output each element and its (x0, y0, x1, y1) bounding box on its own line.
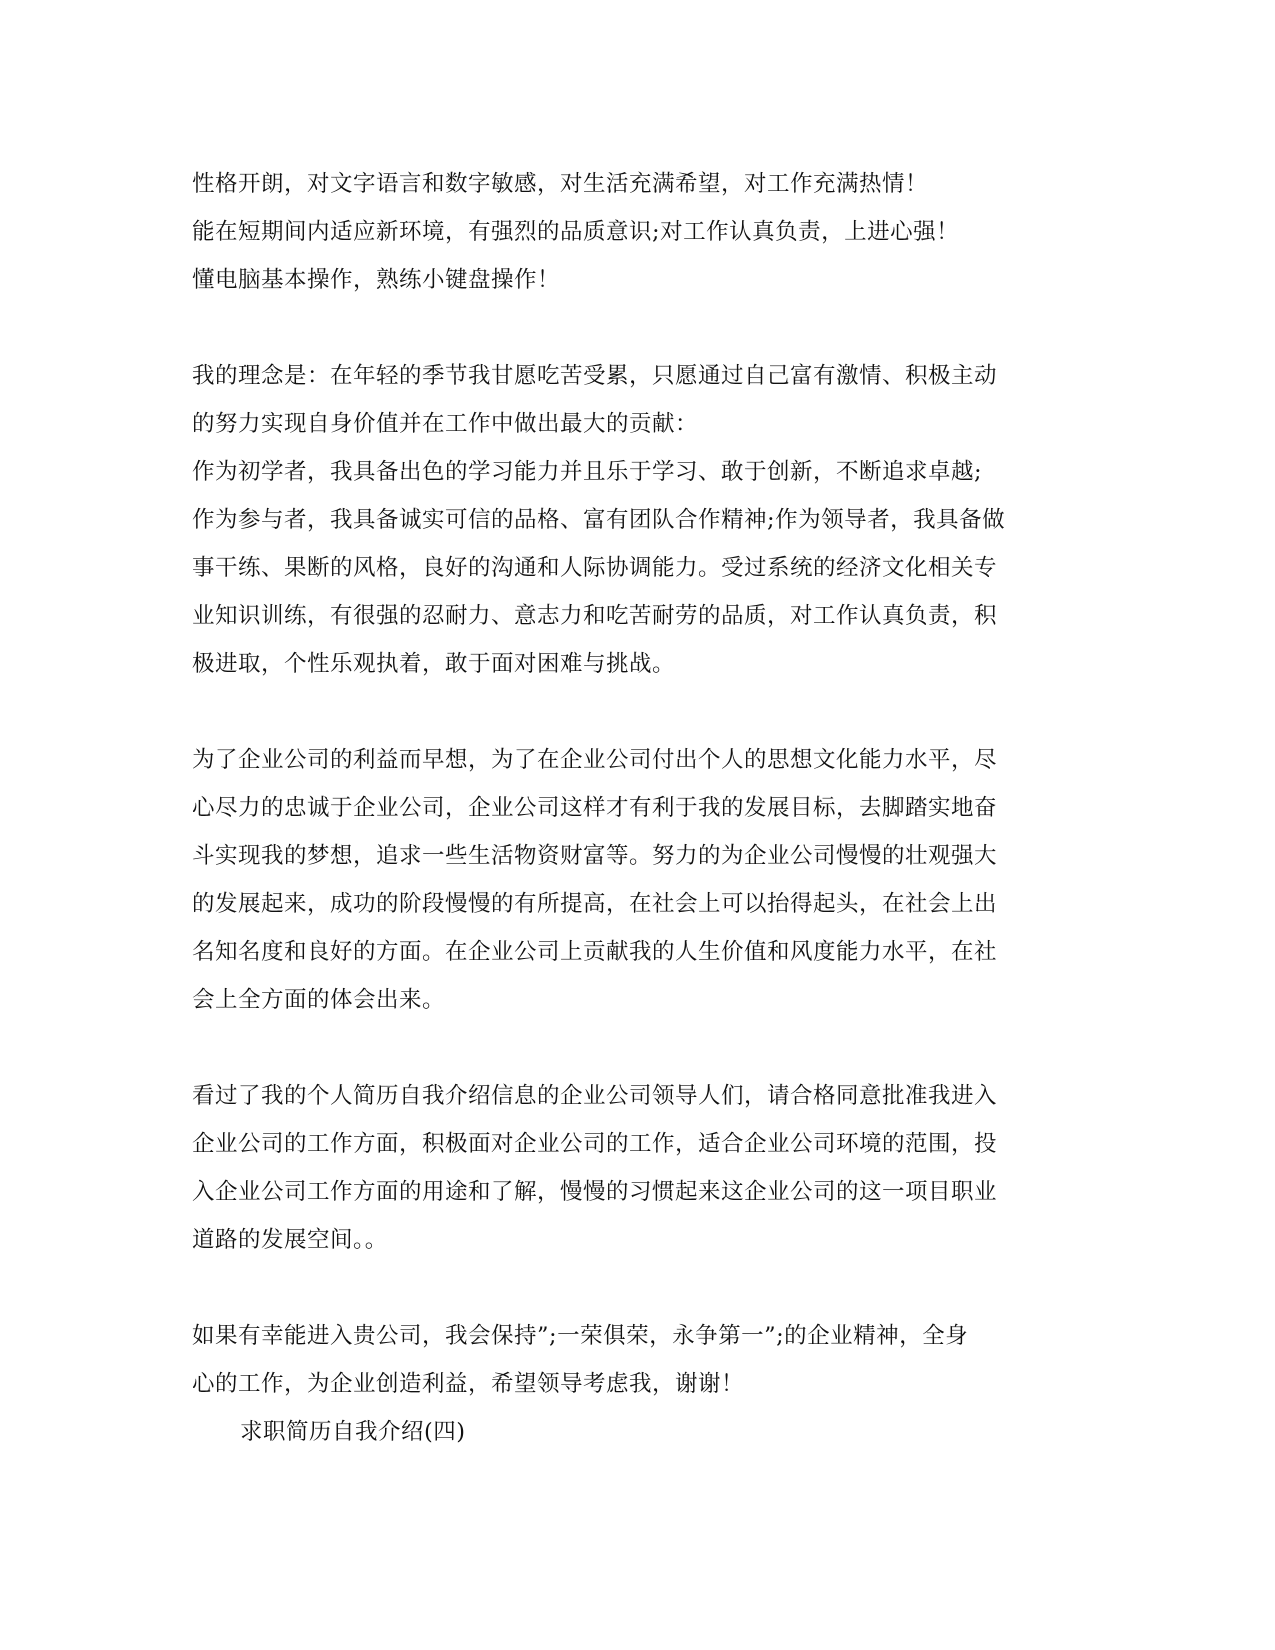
text-line: 懂电脑基本操作，熟练小键盘操作！ (192, 267, 561, 293)
text-line: 名知名度和良好的方面。在企业公司上贡献我的人生价值和风度能力水平，在社 (192, 939, 998, 965)
text-line: 斗实现我的梦想，追求一些生活物资财富等。努力的为企业公司慢慢的壮观强大 (192, 843, 998, 869)
text-line: 性格开朗，对文字语言和数字敏感，对生活充满希望，对工作充满热情！ (192, 171, 929, 197)
text-line: 心的工作，为企业创造利益，希望领导考虑我，谢谢！ (192, 1371, 745, 1397)
text-line: 如果有幸能进入贵公司，我会保持”;一荣俱荣，永争第一”;的企业精神，全身 (192, 1323, 969, 1349)
text-line: 能在短期间内适应新环境，有强烈的品质意识;对工作认真负责，上进心强！ (192, 219, 960, 245)
text-line: 心尽力的忠诚于企业公司，企业公司这样才有利于我的发展目标，去脚踏实地奋 (192, 795, 998, 821)
paragraph-gap (192, 1264, 1077, 1312)
company-goals-paragraph (192, 736, 1077, 1024)
text-line: 业知识训练，有很强的忍耐力、意志力和吃苦耐劳的品质，对工作认真负责，积 (192, 603, 998, 629)
traits-paragraph (192, 160, 1077, 304)
philosophy-paragraph (192, 352, 1077, 688)
text-line: 的努力实现自身价值并在工作中做出最大的贡献： (192, 411, 699, 437)
text-line: 我的理念是：在年轻的季节我甘愿吃苦受累，只愿通过自己富有激情、积极主动 (192, 363, 998, 389)
text-line: 的发展起来，成功的阶段慢慢的有所提高，在社会上可以抬得起头，在社会上出 (192, 891, 998, 917)
text-line: 作为初学者，我具备出色的学习能力并且乐于学习、敢于创新，不断追求卓越; (192, 459, 983, 485)
text-line: 道路的发展空间。。 (192, 1227, 388, 1253)
text-line: 看过了我的个人简历自我介绍信息的企业公司领导人们，请合格同意批准我进入 (192, 1083, 998, 1109)
closing-paragraph (192, 1312, 1077, 1408)
text-line: 入企业公司工作方面的用途和了解，慢慢的习惯起来这企业公司的这一项目职业 (192, 1179, 998, 1205)
section-heading: 求职简历自我介绍(四) (240, 1419, 466, 1445)
document-body (192, 160, 1077, 1456)
text-line: 事干练、果断的风格，良好的沟通和人际协调能力。受过系统的经济文化相关专 (192, 555, 998, 581)
paragraph-gap (192, 1024, 1077, 1072)
text-line: 会上全方面的体会出来。 (192, 987, 446, 1013)
text-line: 极进取，个性乐观执着，敢于面对困难与挑战。 (192, 651, 676, 677)
text-line: 作为参与者，我具备诚实可信的品格、富有团队合作精神;作为领导者，我具备做 (192, 507, 1006, 533)
request-paragraph (192, 1072, 1077, 1264)
text-line: 企业公司的工作方面，积极面对企业公司的工作，适合企业公司环境的范围，投 (192, 1131, 998, 1157)
text-line: 为了企业公司的利益而早想，为了在企业公司付出个人的思想文化能力水平，尽 (192, 747, 998, 773)
paragraph-gap (192, 688, 1077, 736)
paragraph-gap (192, 304, 1077, 352)
